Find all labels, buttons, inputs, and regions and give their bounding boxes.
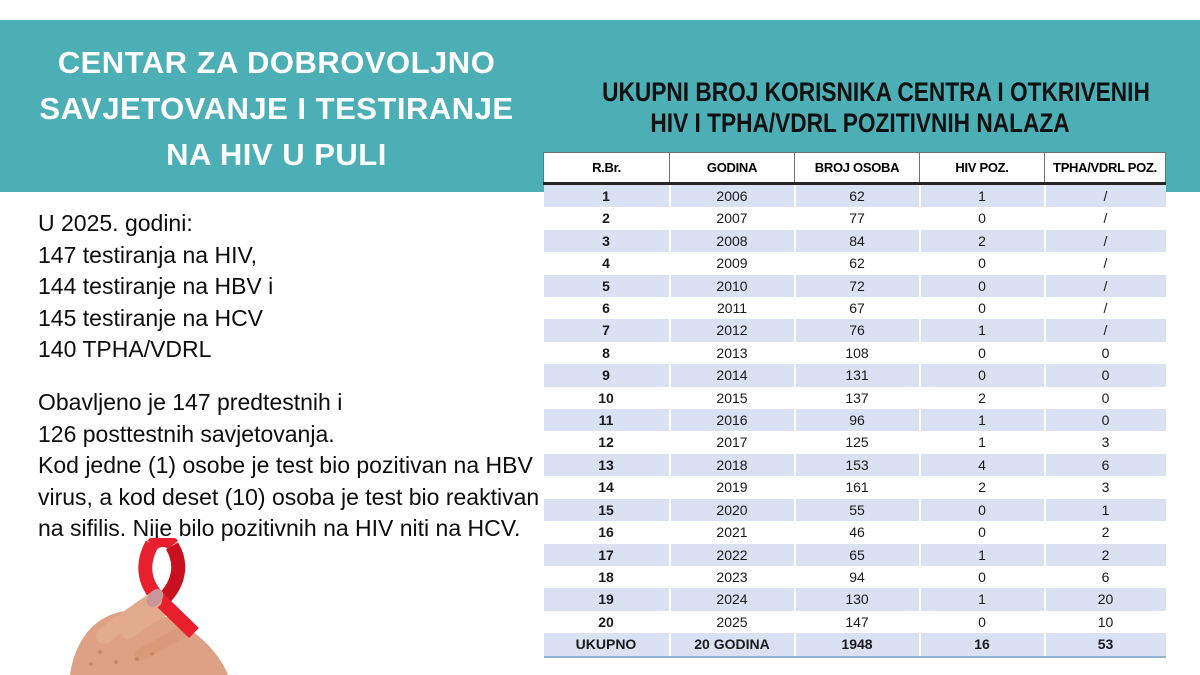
table-row [544,454,1166,476]
table-row [544,297,1166,319]
hand-red-ribbon-image [42,538,242,675]
cell-tpha-vdrl-poz: / [1045,319,1166,341]
cell-godina: 2021 [670,521,795,543]
cell-rbr: 10 [598,389,614,406]
cell-rbr: 8 [602,344,610,361]
cell-godina: 2012 [670,319,795,341]
cell-broj-osoba: 94 [795,566,920,588]
cell-broj-osoba: 72 [795,275,920,297]
cell-hiv-poz: 1 [920,409,1045,431]
table-row [544,207,1166,229]
table-row [544,364,1166,386]
cell-broj-osoba: 46 [795,521,920,543]
cell-hiv-poz: 1 [920,588,1045,610]
total-hiv-poz: 16 [920,633,1045,656]
cell-godina: 2013 [670,342,795,364]
total-broj-osoba: 1948 [795,633,920,656]
cell-tpha-vdrl-poz: / [1045,207,1166,229]
cell-godina: 2020 [670,499,795,521]
stats-line: 145 testiranje na HCV [38,304,264,331]
cell-hiv-poz: 0 [920,364,1045,386]
ribbon-loop-top [152,541,173,546]
cell-hiv-poz: 0 [920,297,1045,319]
cell-rbr: 12 [598,434,614,451]
cell-godina: 2016 [670,409,795,431]
table-row [544,476,1166,498]
table-body [544,184,1166,634]
total-godina: 20 GODINA [670,633,795,656]
cell-tpha-vdrl-poz: 0 [1045,409,1166,431]
table-row [544,544,1166,566]
cell-broj-osoba: 62 [795,252,920,274]
cell-rbr: 20 [598,613,614,630]
cell-broj-osoba: 55 [795,499,920,521]
column-header: R.Br. [544,153,670,184]
table-row [544,431,1166,453]
cell-rbr: 2 [602,210,610,227]
table-row [544,588,1166,610]
table-row [544,387,1166,409]
cell-hiv-poz: 0 [920,611,1045,633]
summary-line: Obavljeno je 147 predtestnih i [38,389,343,415]
cell-godina: 2014 [670,364,795,386]
table-row [544,521,1166,543]
cell-hiv-poz: 0 [920,342,1045,364]
cell-rbr: 19 [544,588,670,610]
cell-rbr: 15 [544,499,670,521]
total-tpha-vdrl-poz: 53 [1045,633,1166,656]
cell-tpha-vdrl-poz: / [1045,184,1166,208]
cell-godina: 2008 [670,230,795,252]
cell-godina: 2023 [670,566,795,588]
table-row [544,499,1166,521]
cell-rbr: 13 [544,454,670,476]
cell-broj-osoba: 96 [795,409,920,431]
slide-title-line: CENTAR ZA DOBROVOLJNO [57,45,496,80]
cell-rbr: 18 [598,568,614,585]
cell-hiv-poz: 0 [920,499,1045,521]
cell-hiv-poz: 2 [920,387,1045,409]
cell-godina: 2019 [670,476,795,498]
cell-tpha-vdrl-poz: 2 [1045,521,1166,543]
table-row [544,611,1166,633]
table-row [544,252,1166,274]
cell-tpha-vdrl-poz: 3 [1045,476,1166,498]
cell-hiv-poz: 4 [920,454,1045,476]
cell-tpha-vdrl-poz: 10 [1045,611,1166,633]
table-head [544,153,1166,184]
cell-broj-osoba: 84 [795,230,920,252]
table-row [544,275,1166,297]
stats-line: 140 TPHA/VDRL [38,336,212,362]
table-row [544,184,1166,208]
cell-godina: 2011 [670,297,795,319]
cell-tpha-vdrl-poz: 0 [1045,387,1166,409]
cell-tpha-vdrl-poz: 6 [1045,454,1166,476]
cell-tpha-vdrl-poz: 0 [1045,364,1166,386]
cell-rbr: 7 [544,319,670,341]
cell-godina: 2006 [670,184,795,208]
table-row [544,230,1166,252]
cell-broj-osoba: 137 [795,387,920,409]
cell-broj-osoba: 161 [795,476,920,498]
cell-rbr: 5 [544,275,670,297]
table-title [553,77,1167,139]
cell-hiv-poz: 2 [920,230,1045,252]
cell-tpha-vdrl-poz: 2 [1045,544,1166,566]
table-title-line: UKUPNI BROJ KORISNIKA CENTRA I OTKRIVENIH [602,77,1150,107]
cell-broj-osoba: 125 [795,431,920,453]
cell-broj-osoba: 147 [795,611,920,633]
summary-line: virus, a kod deset (10) osoba je test bio reaktivan [38,483,540,510]
cell-godina: 2009 [670,252,795,274]
data-table-container [543,152,1165,658]
stats-line: U 2025. godini: [38,210,193,236]
column-header: HIV POZ. [920,153,1045,184]
cell-broj-osoba: 67 [795,297,920,319]
cell-hiv-poz: 2 [920,476,1045,498]
cell-tpha-vdrl-poz: / [1045,297,1166,319]
cell-rbr: 14 [598,479,614,496]
yearly-results-table [543,152,1166,658]
cell-rbr: 16 [598,524,614,541]
column-header: BROJ OSOBA [795,153,920,184]
column-header: TPHA/VDRL POZ. [1045,153,1166,184]
cell-rbr: 11 [544,409,670,431]
cell-rbr: 6 [602,300,610,317]
cell-broj-osoba: 108 [795,342,920,364]
cell-godina: 2007 [670,207,795,229]
cell-rbr: 9 [544,364,670,386]
total-label: UKUPNO [544,633,670,656]
cell-hiv-poz: 1 [920,431,1045,453]
cell-tpha-vdrl-poz: 0 [1045,342,1166,364]
cell-godina: 2022 [670,544,795,566]
cell-godina: 2025 [670,611,795,633]
summary-line: 126 posttestnih savjetovanja. [38,420,335,447]
cell-rbr: 4 [602,255,610,272]
cell-broj-osoba: 62 [795,184,920,208]
table-row [544,566,1166,588]
table-title-line: HIV I TPHA/VDRL POZITIVNIH NALAZA [650,108,1070,138]
table-row [544,319,1166,341]
summary-paragraph [38,387,543,545]
cell-broj-osoba: 153 [795,454,920,476]
cell-hiv-poz: 1 [920,319,1045,341]
slide-title-line: SAVJETOVANJE I TESTIRANJE [39,91,514,126]
cell-rbr: 1 [544,184,670,208]
cell-rbr: 3 [544,230,670,252]
cell-tpha-vdrl-poz: 3 [1045,431,1166,453]
cell-broj-osoba: 65 [795,544,920,566]
cell-broj-osoba: 77 [795,207,920,229]
cell-hiv-poz: 0 [920,207,1045,229]
stats-paragraph [38,208,543,366]
table-row [544,342,1166,364]
cell-hiv-poz: 0 [920,275,1045,297]
slide-title [18,40,535,178]
cell-godina: 2018 [670,454,795,476]
table-row [544,409,1166,431]
stats-line: 147 testiranja na HIV, [38,241,258,268]
cell-tpha-vdrl-poz: 6 [1045,566,1166,588]
table-foot [544,633,1166,656]
cell-godina: 2010 [670,275,795,297]
cell-broj-osoba: 131 [795,364,920,386]
summary-line: Kod jedne (1) osobe je test bio pozitivan na HBV [38,452,533,478]
cell-tpha-vdrl-poz: / [1045,252,1166,274]
cell-godina: 2015 [670,387,795,409]
cell-hiv-poz: 0 [920,521,1045,543]
total-row [544,633,1166,656]
cell-tpha-vdrl-poz: 1 [1045,499,1166,521]
cell-hiv-poz: 0 [920,252,1045,274]
stats-line: 144 testiranje na HBV i [38,273,274,299]
cell-hiv-poz: 1 [920,544,1045,566]
slide-title-line: NA HIV U PULI [166,137,387,172]
cell-hiv-poz: 0 [920,566,1045,588]
column-header: GODINA [670,153,795,184]
cell-hiv-poz: 1 [920,184,1045,208]
cell-rbr: 17 [544,544,670,566]
cell-broj-osoba: 130 [795,588,920,610]
cell-tpha-vdrl-poz: 20 [1045,588,1166,610]
cell-godina: 2017 [670,431,795,453]
cell-broj-osoba: 76 [795,319,920,341]
cell-godina: 2024 [670,588,795,610]
summary-line: na sifilis. Nije bilo pozitivnih na HIV niti na HCV. [38,515,521,541]
cell-tpha-vdrl-poz: / [1045,275,1166,297]
cell-tpha-vdrl-poz: / [1045,230,1166,252]
table-header-row [544,153,1166,184]
